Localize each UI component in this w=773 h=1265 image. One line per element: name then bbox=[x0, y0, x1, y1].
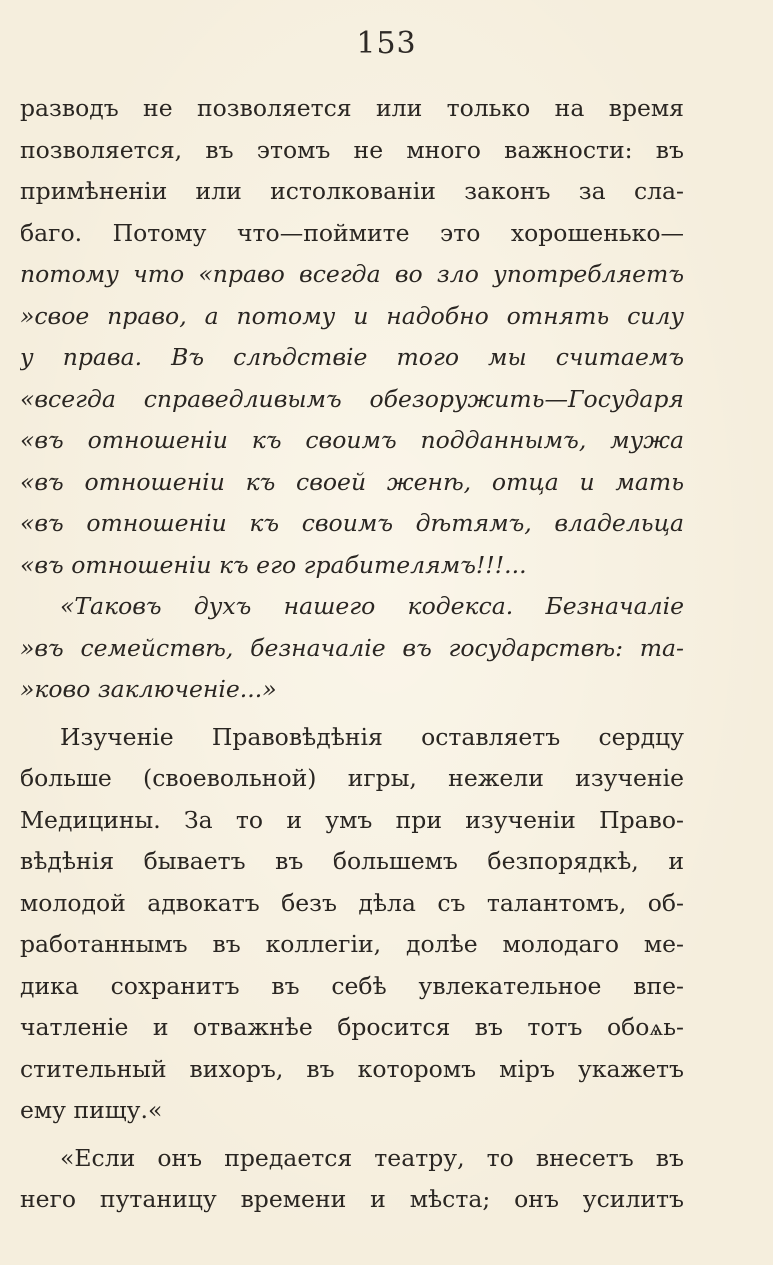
text-line: чатленіе и отважнѣе бросится въ тотъ обоѧь- bbox=[20, 1013, 684, 1041]
text-line: «въ отношеніи къ своимъ подданнымъ, мужа bbox=[20, 426, 684, 454]
text-line: потому что «право всегда во зло употребляетъ bbox=[20, 260, 684, 288]
text-line: »въ семействѣ, безначаліе въ государствѣ: та- bbox=[20, 633, 684, 662]
text-line: баго. Потому что—поймите это хорошенько— bbox=[20, 218, 684, 247]
page-number: 153 bbox=[356, 26, 417, 61]
text-line: «Таковъ духъ нашего кодекса. Безначаліе bbox=[60, 592, 684, 620]
text-line: «Если онъ предается театру, то внесетъ въ bbox=[60, 1143, 684, 1172]
text-line: разводъ не позволяется или только на время bbox=[20, 94, 684, 122]
text-line: позволяется, въ этомъ не много важности: въ bbox=[20, 135, 684, 164]
text-line: молодой адвокатъ безъ дѣла съ талантомъ, об- bbox=[20, 888, 684, 917]
text-line: «всегда справедливымъ обезоружить—Государя bbox=[20, 384, 684, 413]
text-line: стительный вихоръ, въ которомъ міръ укажетъ bbox=[20, 1054, 684, 1083]
text-line: больше (своевольной) игры, нежели изученіе bbox=[20, 764, 684, 792]
text-line: «въ отношеніи къ своей женѣ, отца и мать bbox=[20, 467, 684, 496]
text-line: примѣненіи или истолкованіи законъ за сла- bbox=[20, 177, 684, 205]
text-line: «въ отношеніи къ своимъ дѣтямъ, владельца bbox=[20, 509, 684, 537]
text-line: него путаницу времени и мѣста; онъ усилитъ bbox=[20, 1185, 684, 1213]
text-line: »ково заключеніе...» bbox=[20, 675, 277, 703]
text-line: вѣдѣнія бываетъ въ большемъ безпорядкѣ, и bbox=[20, 847, 684, 875]
text-line: ему пищу.« bbox=[20, 1096, 163, 1124]
text-line: »свое право, а потому и надобно отнять силу bbox=[20, 301, 684, 330]
text-line: «въ отношеніи къ его грабителямъ!!!... bbox=[20, 550, 527, 579]
text-line: Медицины. За то и умъ при изученіи Право- bbox=[20, 805, 684, 834]
body-text bbox=[20, 88, 684, 1221]
text-line: у права. Въ слѣдствіе того мы считаемъ bbox=[20, 343, 684, 371]
text-line: дика сохранитъ въ себѣ увлекательное впе- bbox=[20, 971, 684, 1000]
text-line: Изученіе Правовѣдѣнія оставляетъ сердцу bbox=[60, 722, 684, 751]
text-line: работаннымъ въ коллегіи, долѣе молодаго ме- bbox=[20, 930, 684, 958]
